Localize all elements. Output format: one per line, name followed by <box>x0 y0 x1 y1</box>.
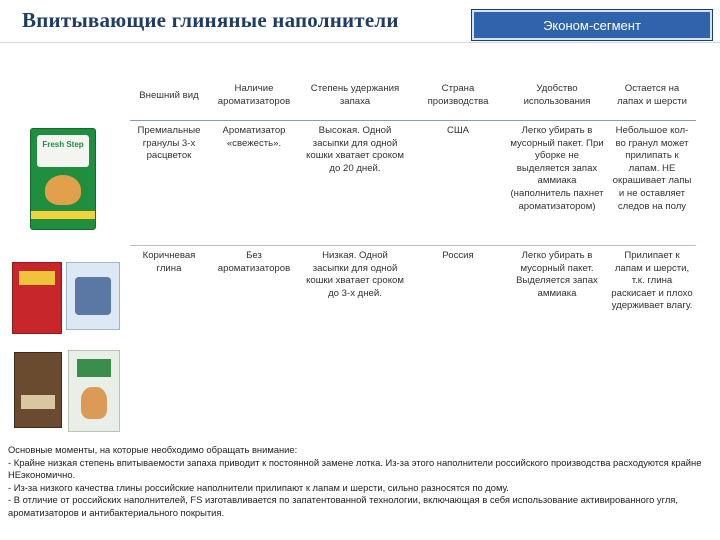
table-cell: Легко убирать в мусорный пакет. При уборке не выделяется запах аммиака (наполнитель пахнет ароматизатором) <box>506 121 608 246</box>
table-row <box>130 121 696 246</box>
cat-illustration <box>81 387 107 419</box>
note-item: - Из-за низкого качества глины российские наполнители прилипают к лапам и шерсти, сильно разносятся по дому. <box>8 481 509 493</box>
notes-heading: Основные моменты, на которые необходимо обращать внимание: <box>8 444 298 455</box>
note-item: - В отличие от российских наполнителей, FS изготавливается по запатентованной технологии, включающая в себя использование активированного угля, ароматизаторов и антибактериального покрытия. <box>8 494 678 518</box>
table-cell: Высокая. Одной засыпки для одной кошки хватает сроком до 20 дней. <box>300 121 410 246</box>
table-header-row <box>130 72 696 121</box>
comparison-table <box>130 72 696 338</box>
table-cell: Без ароматизаторов <box>217 250 291 274</box>
package-label <box>77 359 111 377</box>
fresh-step-logo: Fresh Step <box>37 135 89 167</box>
page-title: Впитывающие глиняные наполнители <box>22 8 399 32</box>
column-header-sticking: Остается на лапах и шерсти <box>608 72 696 121</box>
russian-litter-package-image <box>14 352 62 428</box>
package-stripe <box>31 211 95 219</box>
russian-litter-package-image <box>12 262 62 334</box>
russian-litter-package-image <box>66 262 120 330</box>
table-cell: Небольшое кол-во гранул может прилипать к лапам. НЕ окрашивает лапы и не оставляет следов на полу <box>608 121 696 246</box>
table-cell: Коричневая глина <box>142 250 196 274</box>
table-cell: Премиальные гранулы 3-х расцветок <box>130 121 208 246</box>
notes-block <box>8 444 712 520</box>
segment-badge <box>471 9 713 41</box>
table-row <box>130 246 696 339</box>
table-cell: Россия <box>442 250 474 261</box>
segment-badge-label: Эконом-сегмент <box>543 17 641 33</box>
column-header-odor-retention: Степень удержания запаха <box>300 72 410 121</box>
header-divider <box>0 42 720 43</box>
column-header-appearance: Внешний вид <box>130 72 208 121</box>
column-header-usability: Удобство использования <box>506 72 608 121</box>
package-label <box>21 395 55 409</box>
table-cell: Низкая. Одной засыпки для одной кошки хватает сроком до 3-х дней. <box>306 250 404 299</box>
table-cell: США <box>410 121 506 246</box>
column-header-country: Страна производства <box>410 72 506 121</box>
russian-litter-package-image <box>68 350 120 432</box>
column-header-fragrance: Наличие ароматизаторов <box>208 72 300 121</box>
note-item: - Крайне низкая степень впитываемости запаха приводит к постоянной замене лотка. Из-за этого наполнители российского производства расходуются крайне НЕэкономично. <box>8 456 702 481</box>
package-label <box>19 271 55 285</box>
package-window <box>75 277 111 315</box>
table-cell: Ароматизатор «свежесть». <box>208 121 300 246</box>
cat-illustration <box>45 175 81 205</box>
fresh-step-package-image <box>30 128 96 230</box>
table-cell: Легко убирать в мусорный пакет. Выделяется запах аммиака <box>516 250 598 299</box>
table-cell: Прилипает к лапам и шерсти, т.к. глина раскисает и плохо удерживает влагу. <box>611 250 693 312</box>
